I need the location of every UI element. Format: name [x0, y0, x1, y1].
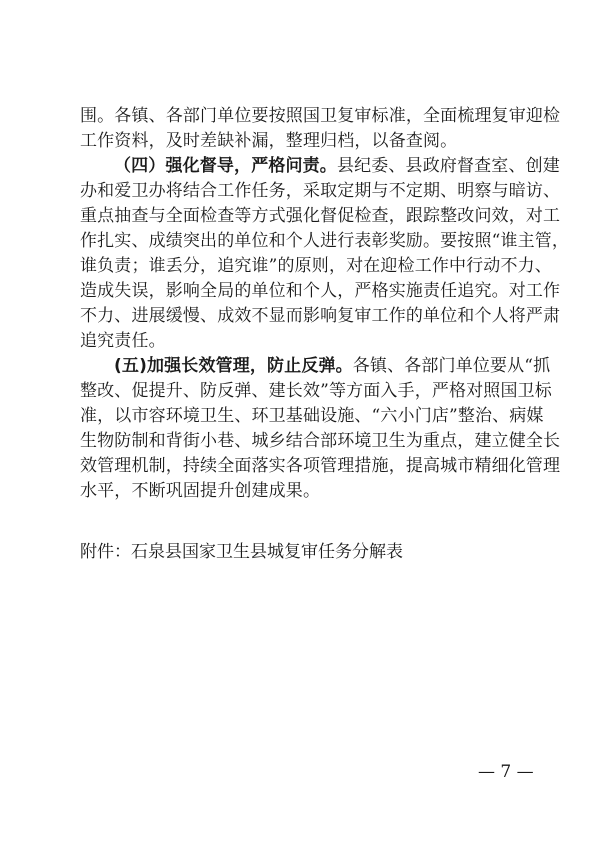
section-heading-4: （四）强化督导，严格问责。 — [114, 156, 337, 176]
paragraph-2-line-6: 造成失误，影响全局的单位和个人，严格实施责任追究。对工作 — [80, 281, 561, 301]
paragraph-3-line-6: 水平，不断巩固提升创建成果。 — [80, 481, 321, 501]
body-text — [80, 104, 570, 504]
paragraph-2-line-5: 谁负责；谁丢分，追究谁”的原则，对在迎检工作中行动不力、 — [80, 256, 552, 276]
paragraph-3-first-rest: 各镇、各部门单位要从“抓 — [352, 356, 551, 376]
paragraph-2-line-1 — [80, 154, 560, 179]
paragraph-3-line-5: 效管理机制，持续全面落实各项管理措施，提高城市精细化管理 — [80, 456, 561, 476]
paragraph-1-line-1: 围。各镇、各部门单位要按照国卫复审标准，全面梳理复审迎检 — [80, 106, 561, 126]
paragraph-2-line-3: 重点抽查与全面检查等方式强化督促检查，跟踪整改问效，对工 — [80, 206, 561, 226]
paragraph-3-line-3: 准，以市容环境卫生、环卫基础设施、“六小门店”整治、病媒 — [80, 406, 544, 426]
paragraph-3-line-4: 生物防制和背街小巷、城乡结合部环境卫生为重点，建立健全长 — [80, 431, 561, 451]
paragraph-1-line-2: 工作资料，及时差缺补漏，整理归档，以备查阅。 — [80, 131, 458, 151]
paragraph-2-line-2: 办和爱卫办将结合工作任务，采取定期与不定期、明察与暗访、 — [80, 181, 561, 201]
attachment-note: 附件：石泉县国家卫生县城复审任务分解表 — [80, 542, 403, 562]
page-number: — 7 — — [478, 762, 534, 782]
section-heading-5: (五)加强长效管理，防止反弹。 — [114, 356, 353, 376]
paragraph-3-line-1 — [80, 354, 551, 379]
paragraph-3-line-2: 整改、促提升、防反弹、建长效”等方面入手，严格对照国卫标 — [80, 381, 552, 401]
paragraph-2-line-7: 不力、进展缓慢、成效不显而影响复审工作的单位和个人将严肃 — [80, 306, 561, 326]
paragraph-2-line-4: 作扎实、成绩突出的单位和个人进行表彰奖励。要按照“谁主管， — [80, 231, 570, 251]
paragraph-2-first-rest: 县纪委、县政府督查室、创建 — [336, 156, 560, 176]
paragraph-2-line-8: 追究责任。 — [80, 331, 166, 351]
